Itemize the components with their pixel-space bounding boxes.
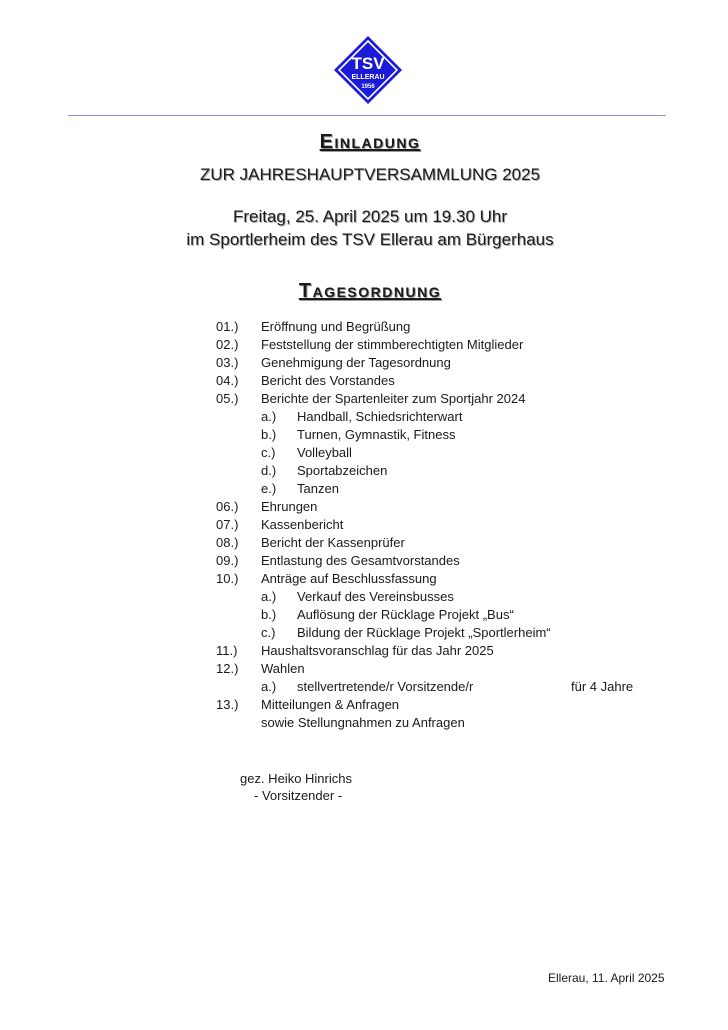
agenda-item-number: a.) xyxy=(261,679,277,694)
agenda-item-number: 10.) xyxy=(216,571,239,586)
agenda-item-number: 05.) xyxy=(216,391,239,406)
document-title: Einladung xyxy=(319,131,421,153)
agenda-item-number: c.) xyxy=(261,445,276,460)
agenda-item-number: 02.) xyxy=(216,337,239,352)
agenda-item-text: Ehrungen xyxy=(261,499,318,514)
agenda-item-number: 04.) xyxy=(216,373,239,388)
agenda-item-text: Tanzen xyxy=(297,481,339,496)
tsv-ellerau-logo xyxy=(333,35,403,105)
agenda-item-text: sowie Stellungnahmen zu Anfragen xyxy=(261,715,465,730)
agenda-item-number: a.) xyxy=(261,589,277,604)
agenda-item-text: Eröffnung und Begrüßung xyxy=(261,319,411,334)
logo-text-year: 1956 xyxy=(361,84,375,90)
agenda-item-number: b.) xyxy=(261,607,277,622)
agenda-item-number: b.) xyxy=(261,427,277,442)
agenda-item-number: 01.) xyxy=(216,319,239,334)
agenda-item-text: Anträge auf Beschlussfassung xyxy=(261,571,437,586)
logo-text-ellerau: ELLERAU xyxy=(351,74,385,81)
agenda-item-text: Berichte der Spartenleiter zum Sportjahr 2024 xyxy=(261,391,526,406)
agenda-item-text: Kassenbericht xyxy=(261,517,344,532)
agenda-item-text: Turnen, Gymnastik, Fitness xyxy=(297,427,456,442)
logo-text-tsv: TSV xyxy=(351,54,385,73)
agenda-item-text: Bericht der Kassenprüfer xyxy=(261,535,405,550)
agenda-item-text: Bericht des Vorstandes xyxy=(261,373,395,388)
agenda-item-text: Bildung der Rücklage Projekt „Sportlerheim“ xyxy=(297,625,551,640)
agenda-item-text: Genehmigung der Tagesordnung xyxy=(261,355,451,370)
document-subtitle: ZUR JAHRESHAUPTVERSAMMLUNG 2025 xyxy=(199,165,541,184)
agenda-item-number: 03.) xyxy=(216,355,239,370)
agenda-item-number: 12.) xyxy=(216,661,239,676)
agenda-item-number: 06.) xyxy=(216,499,239,514)
meeting-date: Freitag, 25. April 2025 um 19.30 Uhr xyxy=(232,207,508,226)
agenda-item-text: stellvertretende/r Vorsitzende/r xyxy=(297,679,474,694)
agenda-item-text: Sportabzeichen xyxy=(297,463,388,478)
agenda-item-text: Handball, Schiedsrichterwart xyxy=(297,409,463,424)
agenda-item-number: a.) xyxy=(261,409,277,424)
agenda-item-text: Auflösung der Rücklage Projekt „Bus“ xyxy=(297,607,514,622)
agenda-title: Tagesordnung xyxy=(298,280,442,302)
header-divider xyxy=(68,115,666,116)
place-and-date: Ellerau, 11. April 2025 xyxy=(548,971,665,985)
agenda-item-number: 07.) xyxy=(216,517,239,532)
agenda-item-text: Feststellung der stimmberechtigten Mitglieder xyxy=(261,337,524,352)
agenda-item-text: Mitteilungen & Anfragen xyxy=(261,697,400,712)
agenda-item-text: Verkauf des Vereinsbusses xyxy=(297,589,454,604)
agenda-item-number: e.) xyxy=(261,481,277,496)
signature-name: gez. Heiko Hinrichs xyxy=(240,771,352,786)
agenda-item-number: 11.) xyxy=(216,643,238,658)
agenda-item-number: c.) xyxy=(261,625,276,640)
agenda-item-number: d.) xyxy=(261,463,277,478)
agenda-item-text: Entlastung des Gesamtvorstandes xyxy=(261,553,460,568)
agenda-item-text: Volleyball xyxy=(297,445,352,460)
agenda-item-term: für 4 Jahre xyxy=(571,679,634,694)
agenda-item-text: Haushaltsvoranschlag für das Jahr 2025 xyxy=(261,643,494,658)
meeting-location: im Sportlerheim des TSV Ellerau am Bürgerhaus xyxy=(186,230,554,249)
agenda-item-number: 13.) xyxy=(216,697,239,712)
agenda-item-number: 08.) xyxy=(216,535,239,550)
signature-role: - Vorsitzender - xyxy=(254,788,343,803)
agenda-item-text: Wahlen xyxy=(261,661,305,676)
agenda-item-number: 09.) xyxy=(216,553,239,568)
